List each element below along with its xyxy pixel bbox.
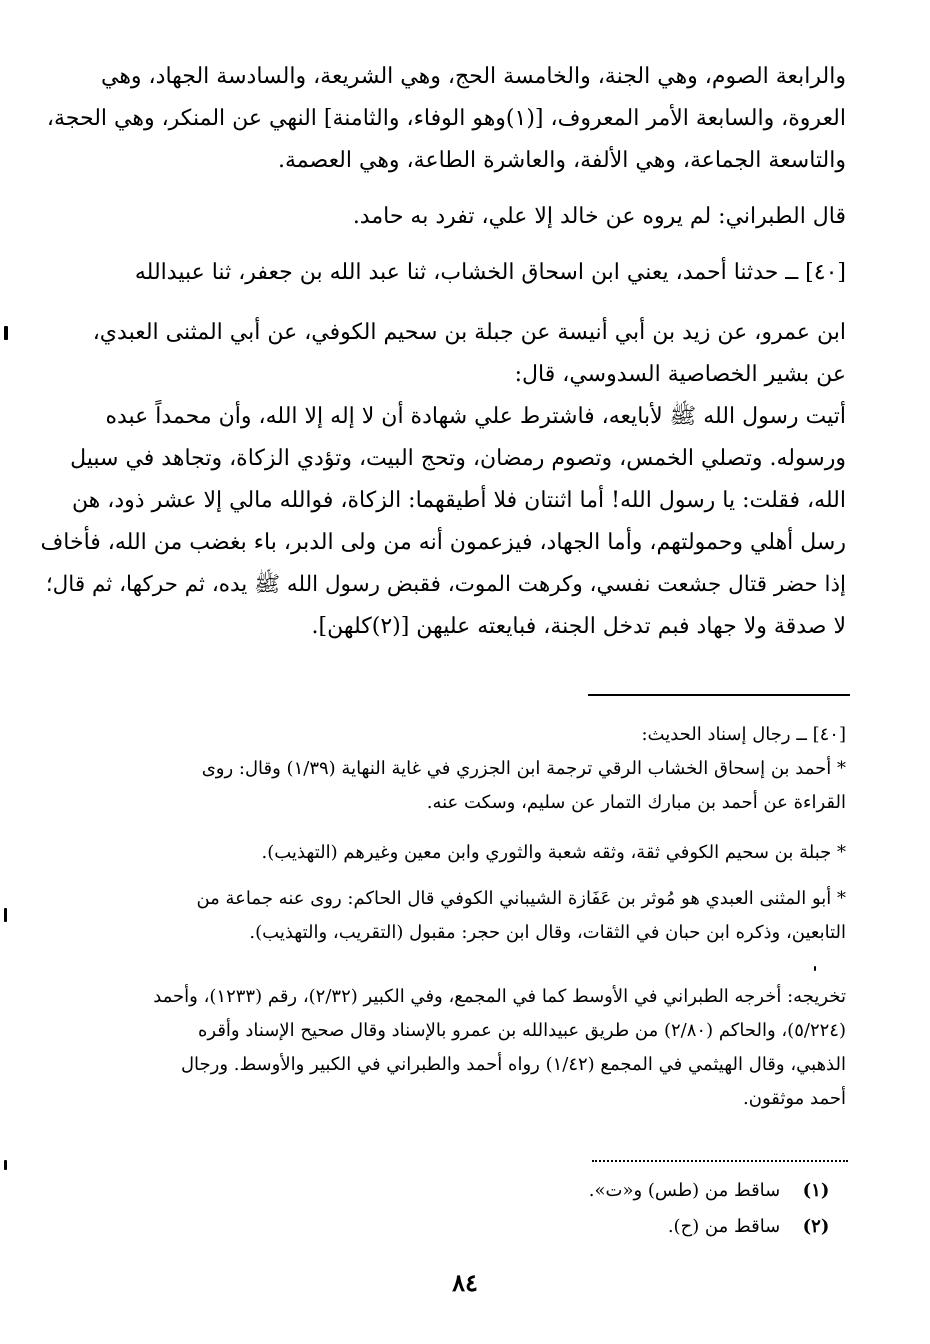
text-line: أحمد موثقون. [743,1088,846,1109]
text-line: لا صدقة ولا جهاد فبم تدخل الجنة، فبايعته عليهن [(٢)كلهن]. [311,614,846,639]
text-line: قال الطبراني: لم يروه عن خالد إلا علي، تفرد به حامد. [352,204,846,229]
tabarani-comment [36,196,846,238]
text-line: رسل أهلي وحمولتهم، وأما الجهاد، فيزعمون أنه من ولى الدبر، باء بغضب من الله، فأخاف [40,530,846,555]
narrator-ahmad [36,752,846,820]
text-line: الله، فقلت: يا رسول الله! أما اثنتان فلا أطيقهما: الزكاة، فوالله مالي إلا عشر ذود، هن [71,488,846,513]
text-line: والتاسعة الجماعة، وهي الألفة، والعاشرة الطاعة، وهي العصمة. [277,148,846,173]
narrators-heading [36,718,846,752]
scan-mark [4,908,7,922]
text-line: [٤٠] ــ رجال إسناد الحديث: [641,724,846,745]
page-number: ٨٤ [452,1268,478,1297]
text-line: * أبو المثنى العبدي هو مُوثر بن عَفَازة الشيباني الكوفي قال الحاكم: روى عنه جماعة من [196,888,846,909]
takhrij-section [36,980,846,1116]
text-line: [٤٠] ــ حدثنا أحمد، يعني ابن اسحاق الخشاب، ثنا عبد الله بن جعفر، ثنا عبيدالله [134,260,846,285]
text-line: * أحمد بن إسحاق الخشاب الرقي ترجمة ابن الجزري في غاية النهاية (١/٣٩) وقال: روى [201,758,846,779]
footnote-text: ساقط من (طس) و«ت». [588,1180,781,1201]
footnote-separator [592,1160,848,1162]
footnote-1 [589,1180,846,1201]
text-line: أتيت رسول الله ﷺ لأبايعه، فاشترط علي شهادة أن لا إله إلا الله، وأن محمداً عبده [105,404,846,429]
text-line: * جبلة بن سحيم الكوفي ثقة، وثقه شعبة والثوري وابن معين وغيرهم (التهذيب). [261,842,846,863]
text-line: (٥/٢٢٤)، والحاكم (٢/٨٠) من طريق عبيدالله بن عمرو بالإسناد وقال صحيح الإسناد وأقره [197,1020,846,1041]
scan-mark [4,326,8,340]
paragraph-virtues [36,56,846,182]
hadith-chain [36,252,846,396]
text-line: القراءة عن أحمد بن مبارك التمار عن سليم، وسكت عنه. [426,792,846,813]
hadith-text [36,396,846,648]
text-line: التابعين، وذكره ابن حبان في الثقات، وقال ابن حجر: مقبول (التقريب، والتهذيب). [249,922,846,943]
narrator-jabala [36,836,846,870]
footnote-number: (٢) [802,1216,830,1237]
notes-separator [588,694,850,696]
text-line: الذهبي، وقال الهيثمي في المجمع (١/٤٢) رواه أحمد والطبراني في الكبير والأوسط. ورجال [180,1054,846,1075]
text-line: إذا حضر قتال جشعت نفسي، وكرهت الموت، فقبض رسول الله ﷺ يده، ثم حركها، ثم قال؛ [45,572,846,597]
text-line: العروة، والسابعة الأمر المعروف، [(١)وهو الوفاء، والثامنة] النهي عن المنكر، وهي الحجة، [46,106,846,131]
narrator-abu-muthanna [36,882,846,950]
footnote-text: ساقط من (ح). [667,1216,781,1237]
text-line: والرابعة الصوم، وهي الجنة، والخامسة الحج، وهي الشريعة، والسادسة الجهاد، وهي [100,64,846,89]
text-line: تخريجه: أخرجه الطبراني في الأوسط كما في المجمع، وفي الكبير (٢/٣٢)، رقم (١٢٣٣)، وأحمد [153,986,846,1007]
text-line: عن بشير الخصاصية السدوسي، قال: [514,362,846,387]
scan-mark [4,1160,7,1170]
footnote-number: (١) [802,1180,830,1201]
text-line: ورسوله. وتصلي الخمس، وتصوم رمضان، وتحج البيت، وتؤدي الزكاة، وتجاهد في سبيل [70,446,846,471]
scan-mark [814,966,816,971]
footnote-2 [668,1216,846,1237]
text-line: ابن عمرو، عن زيد بن أبي أنيسة عن جبلة بن سحيم الكوفي، عن أبي المثنى العبدي، [92,320,846,345]
